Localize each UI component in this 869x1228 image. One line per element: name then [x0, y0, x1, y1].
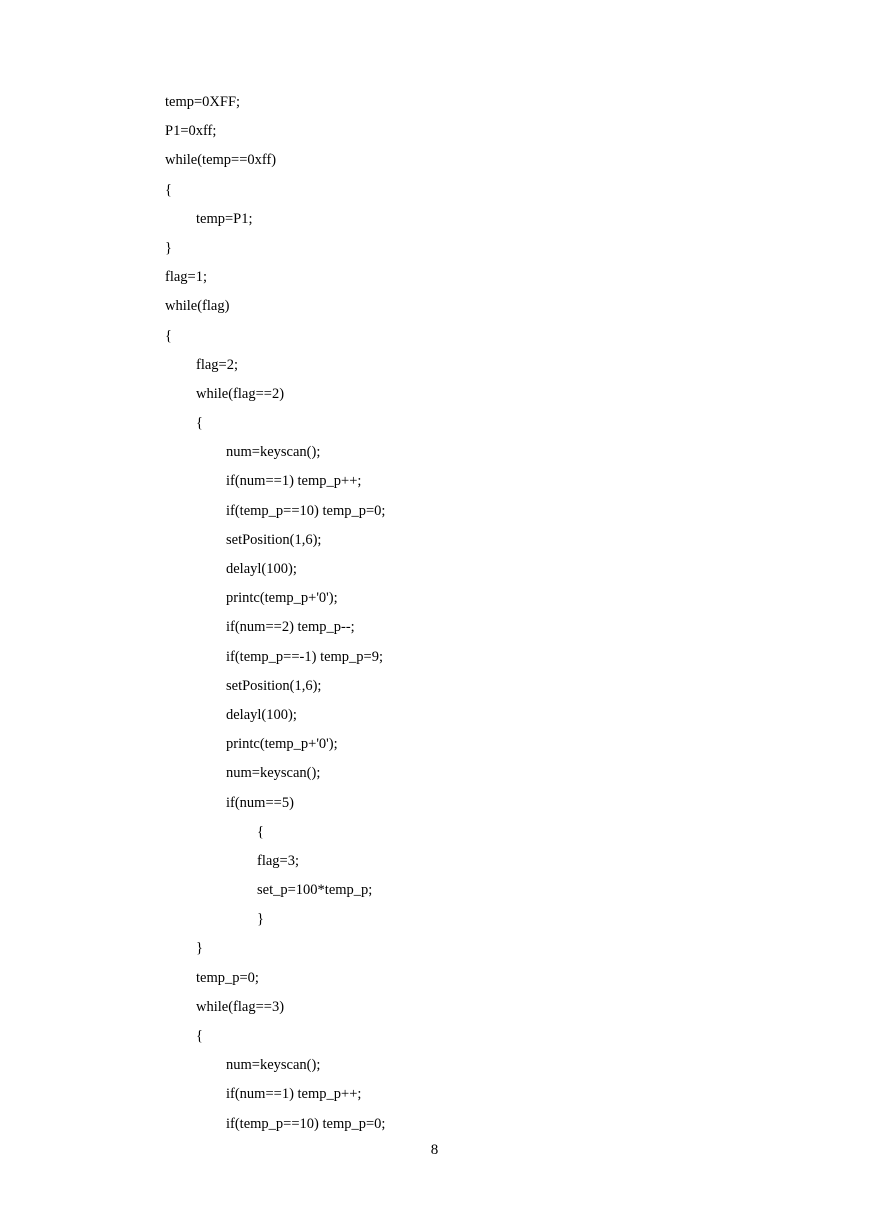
code-line: if(temp_p==10) temp_p=0; [226, 502, 386, 519]
code-line: delayl(100); [226, 561, 297, 577]
page-number: 8 [430, 1142, 439, 1158]
code-line: { [196, 415, 203, 432]
code-line: { [257, 823, 264, 840]
code-line: temp_p=0; [196, 969, 259, 986]
code-line: setPosition(1,6); [226, 531, 322, 548]
code-line: if(num==1) temp_p++; [226, 1086, 362, 1103]
code-line: if(num==1) temp_p++; [226, 473, 362, 490]
code-line: num=keyscan(); [226, 1057, 321, 1074]
code-line: flag=2; [196, 356, 238, 373]
code-line: if(num==5) [226, 794, 294, 811]
code-line: setPosition(1,6); [226, 677, 322, 694]
code-line: num=keyscan(); [226, 444, 321, 461]
code-line: while(flag) [165, 298, 230, 315]
code-line: printc(temp_p+'0'); [226, 590, 338, 607]
code-line: printc(temp_p+'0'); [226, 736, 338, 753]
code-line: { [165, 181, 172, 198]
code-line: } [196, 940, 203, 957]
code-line: temp=P1; [196, 210, 253, 227]
code-line: num=keyscan(); [226, 765, 321, 782]
code-listing [165, 88, 385, 1139]
code-line: while(temp==0xff) [165, 152, 277, 169]
code-line: { [196, 1028, 203, 1044]
code-line: while(flag==2) [196, 385, 285, 402]
code-line: flag=1; [165, 269, 207, 286]
code-line: P1=0xff; [165, 123, 217, 140]
code-line: if(num==2) temp_p--; [226, 619, 355, 636]
code-line: set_p=100*temp_p; [257, 882, 373, 899]
code-line: } [165, 239, 172, 256]
code-line: flag=3; [257, 852, 299, 869]
code-line: delayl(100); [226, 706, 297, 723]
code-line: { [165, 327, 172, 344]
code-line: if(temp_p==-1) temp_p=9; [226, 648, 384, 665]
code-line: while(flag==3) [196, 998, 285, 1015]
code-line: } [257, 911, 264, 928]
code-line: temp=0XFF; [165, 94, 241, 110]
code-line: if(temp_p==10) temp_p=0; [226, 1115, 386, 1132]
